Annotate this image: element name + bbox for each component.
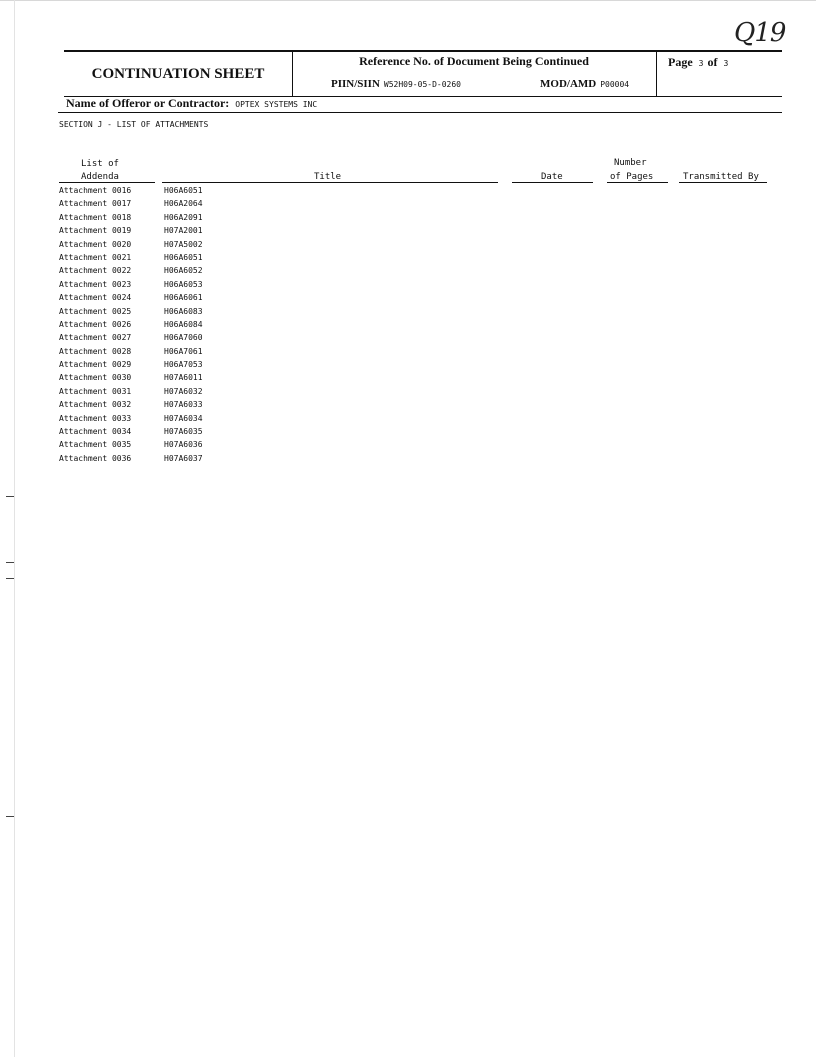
table-row <box>59 358 359 371</box>
attachment-title: H06A6053 <box>164 279 203 289</box>
attachment-title: H06A7053 <box>164 360 203 370</box>
margin-tick <box>6 578 14 579</box>
table-row <box>59 211 359 224</box>
col-header-addenda: Addenda <box>81 172 119 182</box>
table-row <box>59 184 359 197</box>
table-row <box>59 371 359 384</box>
attachment-list <box>59 184 359 465</box>
table-row <box>59 318 359 331</box>
attachment-label: Attachment 0021 <box>59 252 132 262</box>
attachment-label: Attachment 0032 <box>59 400 132 410</box>
piin-value: W52H09-05-D-0260 <box>383 80 461 89</box>
col-header-number: Number <box>614 158 647 168</box>
attachment-label: Attachment 0019 <box>59 226 132 236</box>
attachment-title: H06A6061 <box>164 293 203 303</box>
attachment-label: Attachment 0018 <box>59 212 132 222</box>
attachment-label: Attachment 0034 <box>59 427 132 437</box>
margin-tick <box>6 496 14 497</box>
piin-label: PIIN/SIIN <box>331 78 380 90</box>
margin-tick <box>6 816 14 817</box>
col-header-date: Date <box>541 172 563 182</box>
table-row <box>59 385 359 398</box>
col-header-list-of: List of <box>81 159 119 169</box>
offeror-value: OPTEX SYSTEMS INC <box>235 100 318 109</box>
table-row <box>59 425 359 438</box>
table-row <box>59 251 359 264</box>
attachment-title: H06A6084 <box>164 319 203 329</box>
page-counter <box>668 55 732 70</box>
offeror-line <box>66 96 317 111</box>
attachment-title: H06A2091 <box>164 212 203 222</box>
table-row <box>59 305 359 318</box>
attachment-label: Attachment 0020 <box>59 239 132 249</box>
offeror-label: Name of Offeror or Contractor: <box>66 96 230 110</box>
table-row <box>59 238 359 251</box>
scan-edge-top <box>0 0 816 1</box>
attachment-label: Attachment 0025 <box>59 306 132 316</box>
attachment-label: Attachment 0026 <box>59 319 132 329</box>
attachment-label: Attachment 0023 <box>59 279 132 289</box>
table-row <box>59 331 359 344</box>
attachment-title: H07A6032 <box>164 386 203 396</box>
section-title: SECTION J - LIST OF ATTACHMENTS <box>59 120 209 129</box>
table-row <box>59 412 359 425</box>
attachment-label: Attachment 0029 <box>59 360 132 370</box>
attachment-title: H06A7060 <box>164 333 203 343</box>
attachment-label: Attachment 0030 <box>59 373 132 383</box>
attachment-title: H06A6083 <box>164 306 203 316</box>
page-label: Page <box>668 55 693 69</box>
attachment-title: H07A6035 <box>164 427 203 437</box>
attachment-title: H07A2001 <box>164 226 203 236</box>
header-divider <box>656 52 657 96</box>
attachment-title: H06A2064 <box>164 199 203 209</box>
col-rule-title <box>162 182 498 183</box>
attachment-label: Attachment 0022 <box>59 266 132 276</box>
mod-label: MOD/AMD <box>540 78 597 90</box>
col-rule-date <box>512 182 593 183</box>
table-row <box>59 345 359 358</box>
offeror-rule <box>58 112 782 113</box>
scan-edge-left <box>14 0 15 1057</box>
col-header-of-pages: of Pages <box>610 172 654 182</box>
col-header-transmitted-by: Transmitted By <box>683 172 759 182</box>
mod-value: P00004 <box>600 80 630 89</box>
attachment-title: H07A6011 <box>164 373 203 383</box>
attachment-title: H06A6051 <box>164 252 203 262</box>
attachment-label: Attachment 0027 <box>59 333 132 343</box>
col-rule-pages <box>607 182 668 183</box>
attachment-label: Attachment 0035 <box>59 440 132 450</box>
attachment-title: H07A5002 <box>164 239 203 249</box>
table-row <box>59 398 359 411</box>
continuation-header <box>64 50 782 97</box>
col-rule-addenda <box>59 182 155 183</box>
col-header-title: Title <box>314 172 342 182</box>
mod-field <box>540 78 629 90</box>
table-row <box>59 278 359 291</box>
attachment-title: H07A6033 <box>164 400 203 410</box>
attachment-title: H06A7061 <box>164 346 203 356</box>
sheet-title: CONTINUATION SHEET <box>91 65 265 82</box>
table-row <box>59 264 359 277</box>
attachment-label: Attachment 0017 <box>59 199 132 209</box>
attachment-title: H06A6052 <box>164 266 203 276</box>
table-row <box>59 224 359 237</box>
attachment-label: Attachment 0016 <box>59 186 132 195</box>
table-row <box>59 452 359 465</box>
table-row <box>59 197 359 210</box>
attachment-title: H07A6037 <box>164 453 203 463</box>
page-of: of <box>707 55 718 69</box>
table-row <box>59 438 359 451</box>
attachment-title: H07A6036 <box>164 440 203 450</box>
attachment-label: Attachment 0033 <box>59 413 132 423</box>
handwritten-page-mark: Q19 <box>734 18 786 48</box>
attachment-label: Attachment 0036 <box>59 453 132 463</box>
col-rule-transmitted <box>679 182 767 183</box>
attachment-title: H07A6034 <box>164 413 203 423</box>
piin-field <box>331 78 461 90</box>
table-row <box>59 291 359 304</box>
page-current: 3 <box>698 59 704 68</box>
page-total: 3 <box>723 59 729 68</box>
attachment-title: H06A6051 <box>164 186 203 195</box>
attachment-label: Attachment 0028 <box>59 346 132 356</box>
reference-heading: Reference No. of Document Being Continued <box>359 54 589 68</box>
margin-tick <box>6 562 14 563</box>
attachment-label: Attachment 0031 <box>59 386 132 396</box>
attachment-label: Attachment 0024 <box>59 293 132 303</box>
